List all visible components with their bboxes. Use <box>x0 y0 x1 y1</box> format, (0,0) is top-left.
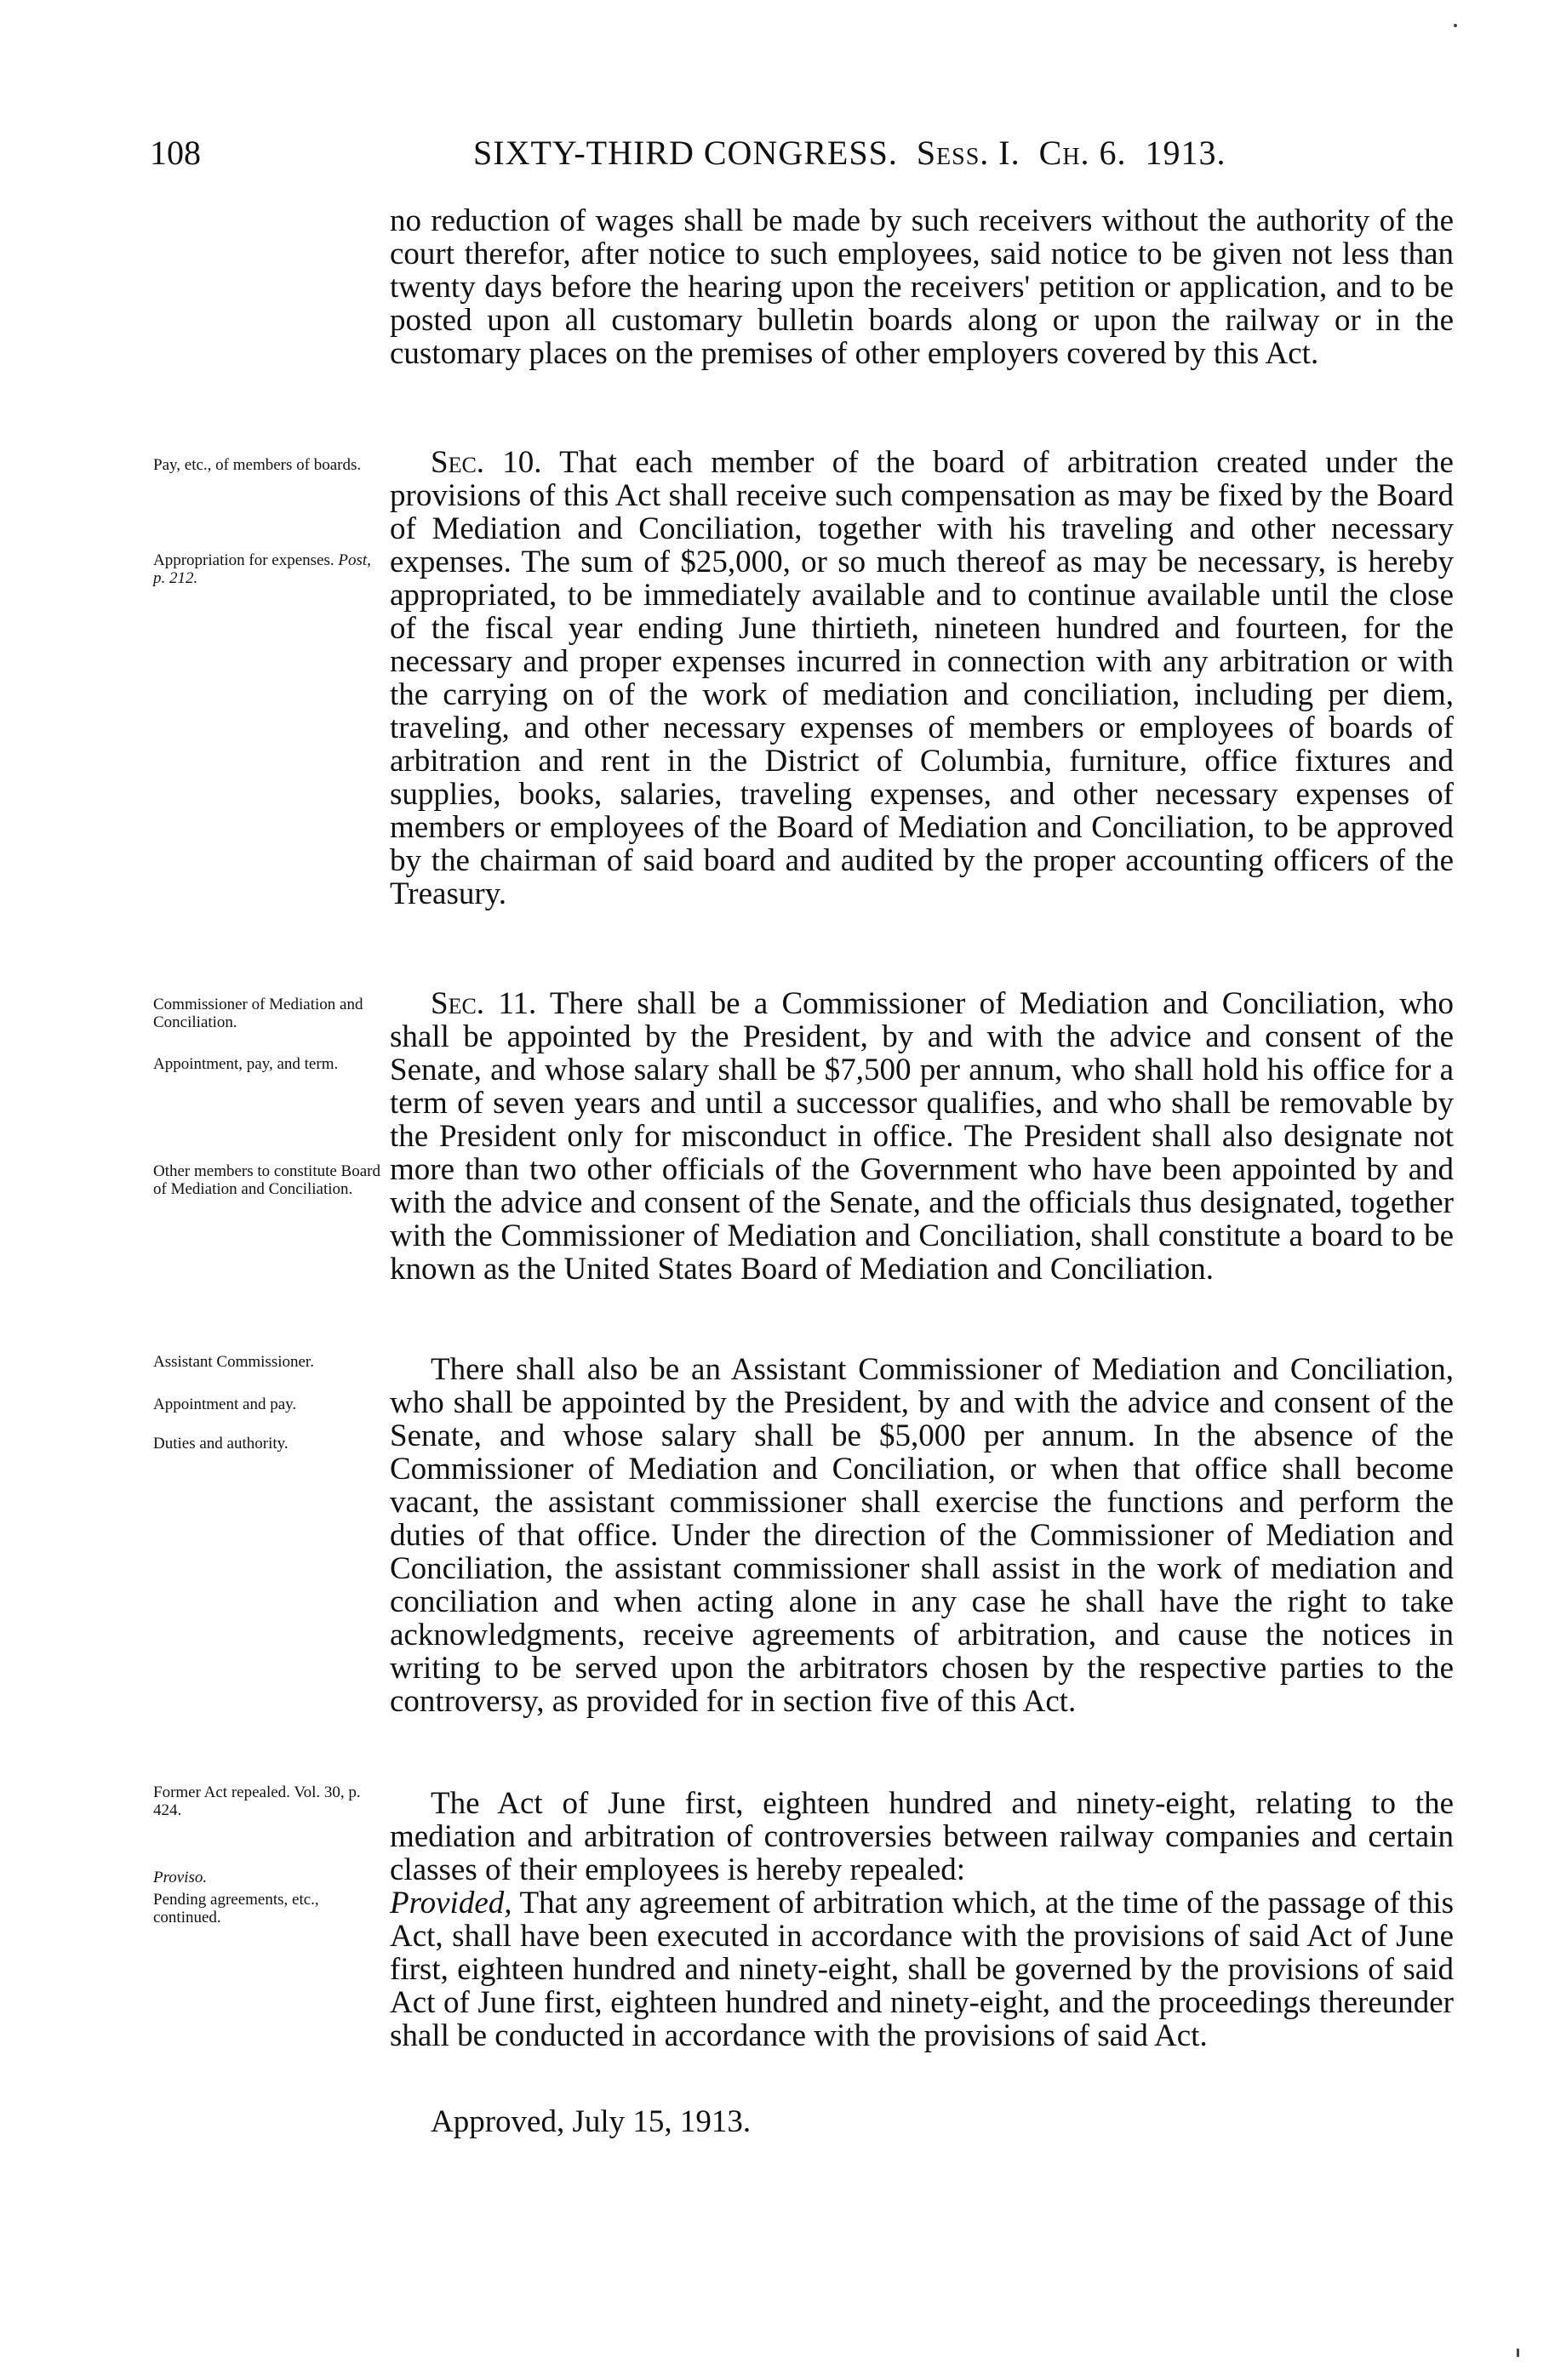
scan-speck <box>1517 2349 1519 2357</box>
page-number: 108 <box>150 134 201 172</box>
margin-note-duties: Duties and authority. <box>153 1435 289 1453</box>
margin-note-former-act-text: Former Act repealed. <box>153 1784 290 1801</box>
margin-note-appropriation-ref: Post, p. 212. <box>153 551 371 587</box>
running-head <box>473 128 1226 179</box>
margin-note-former-act-ref: Vol. 30, p. 424. <box>153 1784 361 1819</box>
proviso-word: Provided, <box>390 1886 512 1921</box>
scan-speck <box>1454 24 1457 27</box>
margin-note-assistant: Assistant Commissioner. <box>153 1353 314 1371</box>
section-11-text: There shall be a Commissioner of Mediation and Conciliation, who shall be appointed by the President, by and with the advice and consent of the Senate, and whose salary shall be $7,500 per annum, who shall hold his office for a term of seven years and until a successor qualifies, and who shall be removable by the President only for misconduct in office. The President shall also designate not more than two other officials of the Government who have been appointed by and with the advice and consent of the Senate, and the officials thus designated, together with the Commissioner of Mediation and Conciliation, shall constitute a board to be known as the United States Board of Mediation and Conciliation. <box>390 986 1454 1287</box>
continuation-paragraph: no reduction of wages shall be made by such receivers without the authority of the court therefor, after notice to such employees, said notice to be given not less than twenty days before the hearing upon the receivers' petition or application, and to be posted upon all customary bulletin boards along or upon the railway or in the customary places on the premises of other employers covered by this Act. <box>390 203 1454 371</box>
section-10-text: That each member of the board of arbitration created under the provisions of this Act shall receive such compensation as may be fixed by the Board of Mediation and Conciliation, together with his traveling and other necessary expenses. The sum of $25,000, or so much thereof as may be necessary, is hereby appropriated, to be immediately available and to continue available until the close of the fiscal year ending June thirtieth, nineteen hundred and fourteen, for the necessary and proper expenses incurred in connection with any arbitration or with the carrying on of the work of mediation and conciliation, including per diem, traveling, and other necessary expenses of members or employees of boards of arbitration and rent in the District of Columbia, furniture, office fixtures and supplies, books, salaries, traveling expenses, and other necessary expenses of members or employees of the Board of Mediation and Conciliation, to be approved by the chairman of said board and audited by the proper accounting officers of the Treasury. <box>390 445 1454 911</box>
margin-note-appropriation <box>153 551 383 587</box>
margin-note-assistant-appointment: Appointment and pay. <box>153 1395 297 1413</box>
section-10-paragraph <box>390 446 1454 910</box>
year-label: 1913. <box>1145 134 1226 172</box>
proviso-paragraph <box>390 1886 1454 2052</box>
section-10-label: Sec. 10. <box>431 445 542 480</box>
margin-note-proviso <box>153 1869 383 1886</box>
section-11-paragraph <box>390 987 1454 1286</box>
page-header <box>150 128 1460 179</box>
proviso-text: That any agreement of arbitration which, at the time of the passage of this Act, shall have been executed in accordance with the provisions of said Act of June first, eighteen hundred and ninety-eight, shall be governed by the provisions of said Act of June first, eighteen hundred and ninety-eight, and the proceedings thereunder shall be conducted in accordance with the provisions of said Act. <box>390 1886 1454 2053</box>
margin-note-proviso-word: Proviso. <box>153 1869 208 1886</box>
margin-note-other-members: Other members to constitute Board of Mediation and Conciliation. <box>153 1162 380 1198</box>
section-11-label: Sec. 11. <box>431 986 537 1021</box>
margin-note-pay: Pay, etc., of members of boards. <box>153 456 362 474</box>
chapter-label: Ch. 6. <box>1038 134 1127 172</box>
congress-title: SIXTY-THIRD CONGRESS. <box>473 134 898 172</box>
margin-note-pending: Pending agreements, etc., continued. <box>153 1891 319 1926</box>
margin-note-appointment: Appointment, pay, and term. <box>153 1055 339 1073</box>
margin-note-appropriation-text: Appropriation for expenses. <box>153 551 334 569</box>
margin-note-commissioner: Commissioner of Mediation and Conciliation. <box>153 996 363 1031</box>
repeal-paragraph: The Act of June first, eighteen hundred and ninety-eight, relating to the mediation and arbitration of controversies between railway companies and certain classes of their employees is hereby repealed: <box>390 1786 1454 1887</box>
approved-line: Approved, July 15, 1913. <box>431 2104 752 2139</box>
margin-note-former-act <box>153 1784 383 1819</box>
session-label: Sess. I. <box>916 134 1020 172</box>
assistant-commissioner-paragraph: There shall also be an Assistant Commissioner of Mediation and Conciliation, who shall be appointed by the President, by and with the advice and consent of the Senate, and whose salary shall be $5,000 per annum. In the absence of the Commissioner of Mediation and Conciliation, or when that office shall become vacant, the assistant commissioner shall exercise the functions and perform the duties of that office. Under the direction of the Commissioner of Mediation and Conciliation, the assistant commissioner shall assist in the work of mediation and conciliation and when acting alone in any case he shall have the right to take acknowledgments, receive agreements of arbitration, and cause the notices in writing to be served upon the arbitrators chosen by the respective parties to the controversy, as provided for in section five of this Act. <box>390 1352 1454 1719</box>
